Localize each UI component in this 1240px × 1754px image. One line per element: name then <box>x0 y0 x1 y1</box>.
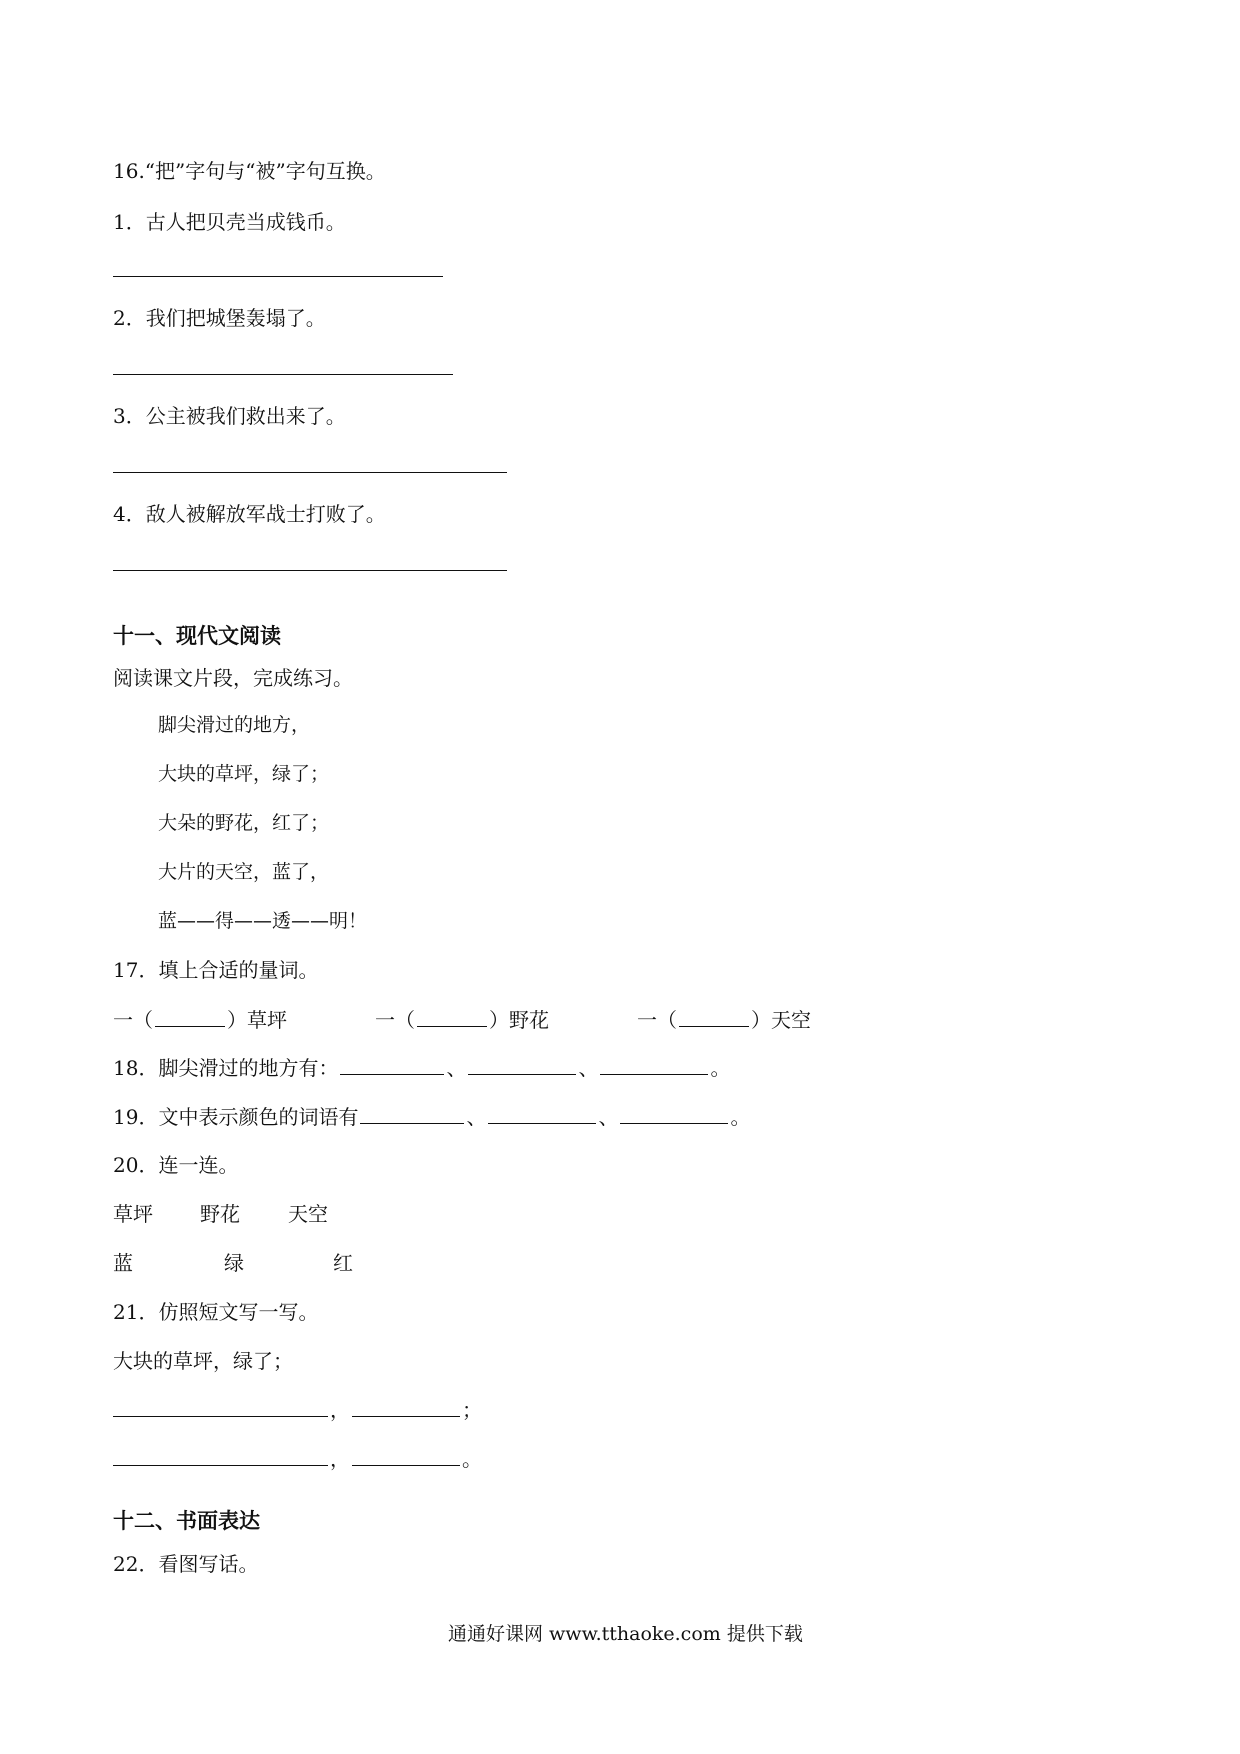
q17-noun-3: 天空 <box>771 1008 811 1032</box>
q17-item-2: 一（ ）野花 <box>375 1008 549 1032</box>
q21-example: 大块的草坪，绿了； <box>113 1349 293 1373</box>
q22-prompt: 22．看图写话。 <box>113 1552 259 1576</box>
q16-item-3: 3．公主被我们救出来了。 <box>113 404 346 428</box>
q16-prompt: 16.“把”字句与“被”字句互换。 <box>113 159 386 183</box>
q18-row: 18．脚尖滑过的地方有： 、 、 。 <box>113 1056 731 1080</box>
poem-line-2: 大块的草坪，绿了； <box>158 763 330 785</box>
q21-answer-row-1: ， ； <box>113 1400 482 1420</box>
blank-q18-1[interactable] <box>340 1073 444 1075</box>
blank-q19-3[interactable] <box>620 1122 728 1124</box>
q20-prompt: 20．连一连。 <box>113 1153 239 1177</box>
blank-q19-1[interactable] <box>360 1122 464 1124</box>
match-bottom-1[interactable]: 蓝 <box>113 1251 133 1275</box>
poem-line-1: 脚尖滑过的地方， <box>158 714 311 736</box>
answer-line-q16-4[interactable] <box>113 570 507 571</box>
q19-row: 19．文中表示颜色的词语有 、 、 。 <box>113 1105 751 1129</box>
poem-line-3: 大朵的野花，红了； <box>158 812 330 834</box>
section-12-heading: 十二、书面表达 <box>113 1508 260 1533</box>
blank-q21-1a[interactable] <box>113 1415 328 1417</box>
match-top-2[interactable]: 野花 <box>200 1202 240 1226</box>
match-bottom-2[interactable]: 绿 <box>224 1251 244 1275</box>
q17-noun-1: 草坪 <box>247 1008 287 1032</box>
answer-line-q16-2[interactable] <box>113 374 453 375</box>
match-top-3[interactable]: 天空 <box>288 1202 328 1226</box>
q21-prompt: 21．仿照短文写一写。 <box>113 1300 319 1324</box>
blank-q21-1b[interactable] <box>352 1415 460 1417</box>
q17-prompt: 17．填上合适的量词。 <box>113 958 319 982</box>
blank-measure-word-3[interactable] <box>679 1025 749 1027</box>
match-bottom-3[interactable]: 红 <box>333 1251 353 1275</box>
q17-item-3: 一（ ）天空 <box>637 1008 811 1032</box>
blank-q21-2a[interactable] <box>113 1464 328 1466</box>
q16-item-4: 4．敌人被解放军战士打败了。 <box>113 502 386 526</box>
blank-q21-2b[interactable] <box>352 1464 460 1466</box>
page-footer: 通通好课网 www.tthaoke.com 提供下载 <box>448 1623 803 1645</box>
blank-q18-2[interactable] <box>468 1073 576 1075</box>
section-11-heading: 十一、现代文阅读 <box>113 623 281 648</box>
section-11-instruction: 阅读课文片段，完成练习。 <box>113 666 353 690</box>
q19-prompt: 19．文中表示颜色的词语有 <box>113 1105 359 1129</box>
match-top-1[interactable]: 草坪 <box>113 1202 153 1226</box>
blank-q19-2[interactable] <box>488 1122 596 1124</box>
q21-answer-row-2: ， 。 <box>113 1449 482 1469</box>
blank-q18-3[interactable] <box>600 1073 708 1075</box>
q17-item-1: 一（ ）草坪 <box>113 1008 287 1032</box>
q16-item-1: 1．古人把贝壳当成钱币。 <box>113 210 346 234</box>
blank-measure-word-1[interactable] <box>155 1025 225 1027</box>
q16-item-2: 2．我们把城堡轰塌了。 <box>113 306 326 330</box>
q17-noun-2: 野花 <box>509 1008 549 1032</box>
poem-line-4: 大片的天空，蓝了， <box>158 861 330 883</box>
blank-measure-word-2[interactable] <box>417 1025 487 1027</box>
answer-line-q16-3[interactable] <box>113 472 507 473</box>
q18-prompt: 18．脚尖滑过的地方有： <box>113 1056 339 1080</box>
poem-line-5: 蓝——得——透——明！ <box>158 910 368 932</box>
answer-line-q16-1[interactable] <box>113 276 443 277</box>
